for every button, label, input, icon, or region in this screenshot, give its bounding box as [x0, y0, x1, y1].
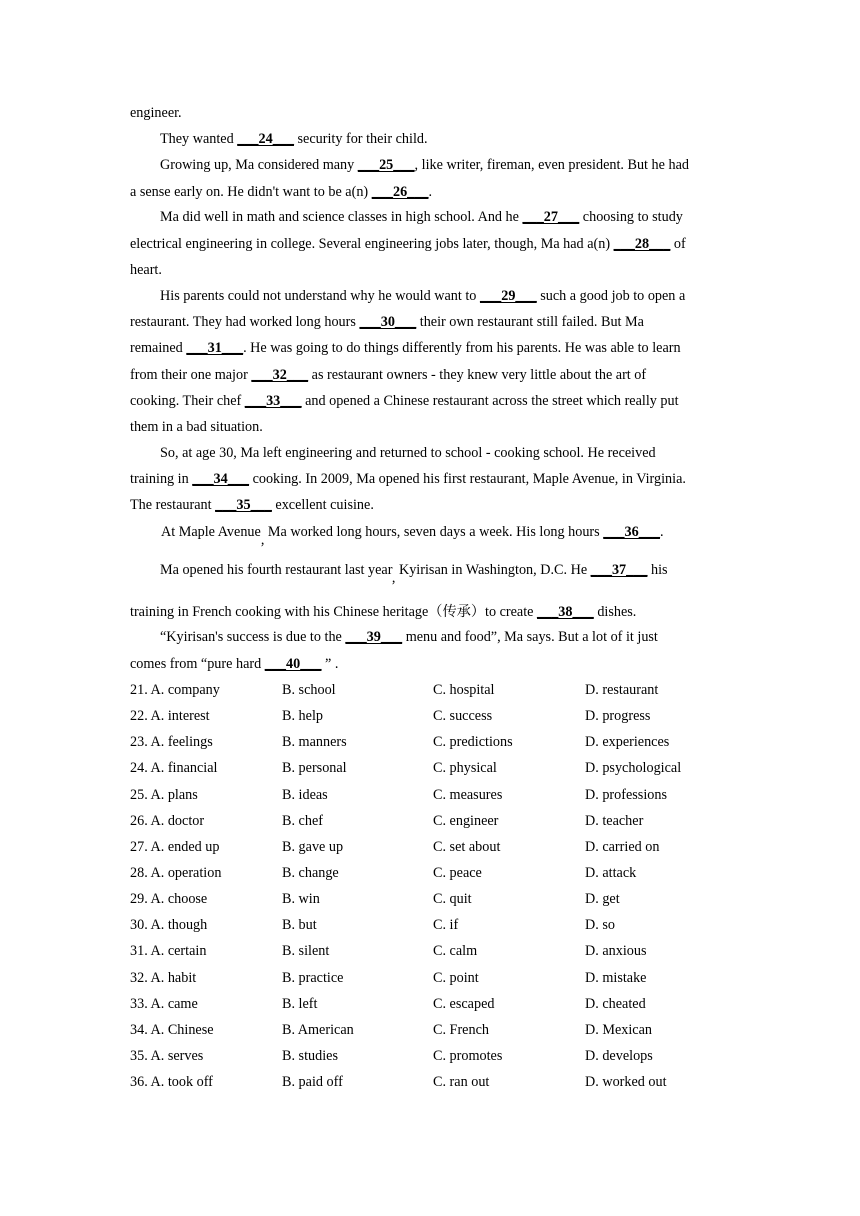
option-b: B. manners [282, 734, 347, 750]
text: So, at age 30, Ma left engineering and returned to school - cooking school. He received [160, 445, 656, 461]
text: , [260, 532, 265, 548]
option-a: 28. A. operation [130, 865, 222, 881]
option-c: C. quit [433, 891, 472, 907]
text: their own restaurant still failed. But Ma [416, 314, 644, 330]
option-row [130, 1048, 730, 1068]
option-c: C. calm [433, 943, 478, 959]
option-row [130, 760, 730, 780]
text: , [391, 570, 396, 586]
passage-line [130, 236, 686, 253]
passage-line [130, 419, 263, 436]
text: Ma opened his fourth restaurant last year [160, 562, 392, 578]
text: Kyirisan in Washington, D.C. He [395, 562, 591, 578]
option-a: 26. A. doctor [130, 813, 205, 829]
option-row [130, 891, 730, 911]
text: “Kyirisan's success is due to the [160, 629, 346, 645]
blank-38: ___38___ [537, 604, 594, 620]
option-b: B. left [282, 996, 318, 1012]
text: as restaurant owners - they knew very little about the art of [308, 367, 647, 383]
blank-37: ___37___ [590, 562, 648, 578]
option-d: D. get [585, 891, 620, 907]
option-d: D. professions [585, 787, 667, 803]
text: His parents could not understand why he would want to [160, 288, 480, 304]
option-b: B. studies [282, 1048, 338, 1064]
text: excellent cuisine. [271, 497, 374, 513]
passage-line [130, 393, 679, 410]
blank-40: ___40___ [264, 656, 322, 672]
option-row [130, 708, 730, 728]
text: Growing up, Ma considered many [160, 157, 358, 173]
text: heart. [130, 262, 162, 278]
text: them in a bad situation. [130, 419, 263, 435]
option-a: 23. A. feelings [130, 734, 213, 750]
option-c: C. peace [433, 865, 482, 881]
text: engineer. [130, 105, 182, 121]
text: his [647, 562, 668, 578]
option-a: 30. A. though [130, 917, 208, 933]
option-a: 35. A. serves [130, 1048, 204, 1064]
option-c: C. point [433, 970, 479, 986]
option-b: B. school [282, 682, 336, 698]
option-c: C. escaped [433, 996, 495, 1012]
option-row [130, 943, 730, 963]
text: They wanted [160, 131, 238, 147]
option-d: D. Mexican [585, 1022, 652, 1038]
text: from their one major [130, 367, 252, 383]
text: dishes. [593, 604, 637, 620]
text: cooking. Their chef [130, 393, 245, 409]
option-c: C. physical [433, 760, 497, 776]
option-d: D. carried on [585, 839, 660, 855]
text: restaurant. They had worked long hours [130, 314, 360, 330]
option-d: D. teacher [585, 813, 644, 829]
option-row [130, 865, 730, 885]
blank-25: ___25___ [357, 157, 415, 173]
blank-27: ___27___ [522, 209, 580, 225]
option-d: D. worked out [585, 1074, 667, 1090]
text: Ma worked long hours, seven days a week. His long hours [264, 524, 604, 540]
blank-32: ___32___ [251, 367, 309, 383]
option-d: D. psychological [585, 760, 682, 776]
blank-36: ___36___ [603, 524, 660, 540]
option-a: 21. A. company [130, 682, 220, 698]
text: such a good job to open a [536, 288, 686, 304]
text: and opened a Chinese restaurant across the street which really put [301, 393, 679, 409]
text: ” . [321, 656, 339, 672]
text: security for their child. [293, 131, 428, 147]
option-b: B. but [282, 917, 317, 933]
passage-line [160, 445, 656, 462]
option-b: B. change [282, 865, 339, 881]
text: . [428, 184, 432, 200]
text: training in French cooking with his Chinese heritage（传承）to create [130, 604, 538, 620]
passage-line [160, 288, 685, 305]
option-row [130, 996, 730, 1016]
option-row [130, 1022, 730, 1042]
blank-28: ___28___ [613, 236, 671, 252]
option-d: D. attack [585, 865, 637, 881]
text: , like writer, fireman, even president. But he had [414, 157, 689, 173]
option-row [130, 970, 730, 990]
option-d: D. so [585, 917, 615, 933]
option-b: B. American [282, 1022, 354, 1038]
option-b: B. personal [282, 760, 347, 776]
text: cooking. In 2009, Ma opened his first restaurant, Maple Avenue, in Virginia. [249, 471, 686, 487]
blank-39: ___39___ [345, 629, 403, 645]
option-c: C. predictions [433, 734, 513, 750]
option-d: D. progress [585, 708, 651, 724]
passage-line [130, 471, 686, 488]
option-b: B. help [282, 708, 323, 724]
option-b: B. practice [282, 970, 344, 986]
text: . [659, 524, 664, 540]
passage-line [160, 157, 689, 174]
option-c: C. hospital [433, 682, 495, 698]
blank-35: ___35___ [215, 497, 272, 513]
blank-29: ___29___ [479, 288, 537, 304]
text: Ma did well in math and science classes in high school. And he [160, 209, 523, 225]
option-d: D. experiences [585, 734, 670, 750]
option-c: C. French [433, 1022, 489, 1038]
option-c: C. if [433, 917, 459, 933]
option-b: B. ideas [282, 787, 328, 803]
passage-line [160, 562, 668, 586]
option-a: 32. A. habit [130, 970, 197, 986]
text: The restaurant [130, 497, 216, 513]
blank-24: ___24___ [237, 131, 294, 147]
text: of [670, 236, 686, 252]
passage-line [161, 524, 664, 548]
option-row [130, 787, 730, 807]
option-d: D. mistake [585, 970, 647, 986]
option-d: D. restaurant [585, 682, 659, 698]
option-d: D. develops [585, 1048, 653, 1064]
option-b: B. paid off [282, 1074, 343, 1090]
text: electrical engineering in college. Several engineering jobs later, though, Ma had a(n) [130, 236, 614, 252]
option-row [130, 1074, 730, 1094]
option-row [130, 839, 730, 859]
blank-33: ___33___ [244, 393, 302, 409]
passage-line [130, 105, 182, 122]
option-row [130, 917, 730, 937]
option-a: 31. A. certain [130, 943, 207, 959]
option-c: C. set about [433, 839, 501, 855]
option-a: 25. A. plans [130, 787, 198, 803]
option-c: C. engineer [433, 813, 499, 829]
option-b: B. gave up [282, 839, 344, 855]
text: . He was going to do things differently from his parents. He was able to learn [243, 340, 681, 356]
blank-31: ___31___ [186, 340, 244, 356]
option-b: B. chef [282, 813, 323, 829]
option-c: C. ran out [433, 1074, 490, 1090]
passage-line [130, 262, 162, 279]
passage-line [130, 497, 374, 514]
option-a: 22. A. interest [130, 708, 210, 724]
passage-line [130, 314, 644, 331]
passage-line [160, 209, 683, 226]
text: choosing to study [579, 209, 683, 225]
option-a: 33. A. came [130, 996, 198, 1012]
option-a: 29. A. choose [130, 891, 208, 907]
passage-line [130, 184, 432, 201]
option-row [130, 682, 730, 702]
option-a: 24. A. financial [130, 760, 218, 776]
passage-line [160, 131, 428, 148]
text: menu and food”, Ma says. But a lot of it just [402, 629, 658, 645]
text: comes from “pure hard [130, 656, 265, 672]
option-a: 34. A. Chinese [130, 1022, 214, 1038]
blank-30: ___30___ [359, 314, 417, 330]
text: training in [130, 471, 193, 487]
passage-line [130, 656, 338, 673]
option-c: C. promotes [433, 1048, 503, 1064]
option-a: 27. A. ended up [130, 839, 220, 855]
blank-26: ___26___ [371, 184, 429, 200]
option-c: C. success [433, 708, 493, 724]
option-row [130, 813, 730, 833]
passage-line [130, 340, 681, 357]
option-d: D. anxious [585, 943, 647, 959]
passage-line [130, 601, 636, 621]
text: remained [130, 340, 187, 356]
option-a: 36. A. took off [130, 1074, 213, 1090]
option-b: B. silent [282, 943, 330, 959]
text: a sense early on. He didn't want to be a(n) [130, 184, 372, 200]
option-c: C. measures [433, 787, 503, 803]
blank-34: ___34___ [192, 471, 250, 487]
text: At Maple Avenue [161, 524, 261, 540]
option-d: D. cheated [585, 996, 646, 1012]
passage-line [160, 629, 658, 646]
option-row [130, 734, 730, 754]
option-b: B. win [282, 891, 320, 907]
passage-line [130, 367, 646, 384]
